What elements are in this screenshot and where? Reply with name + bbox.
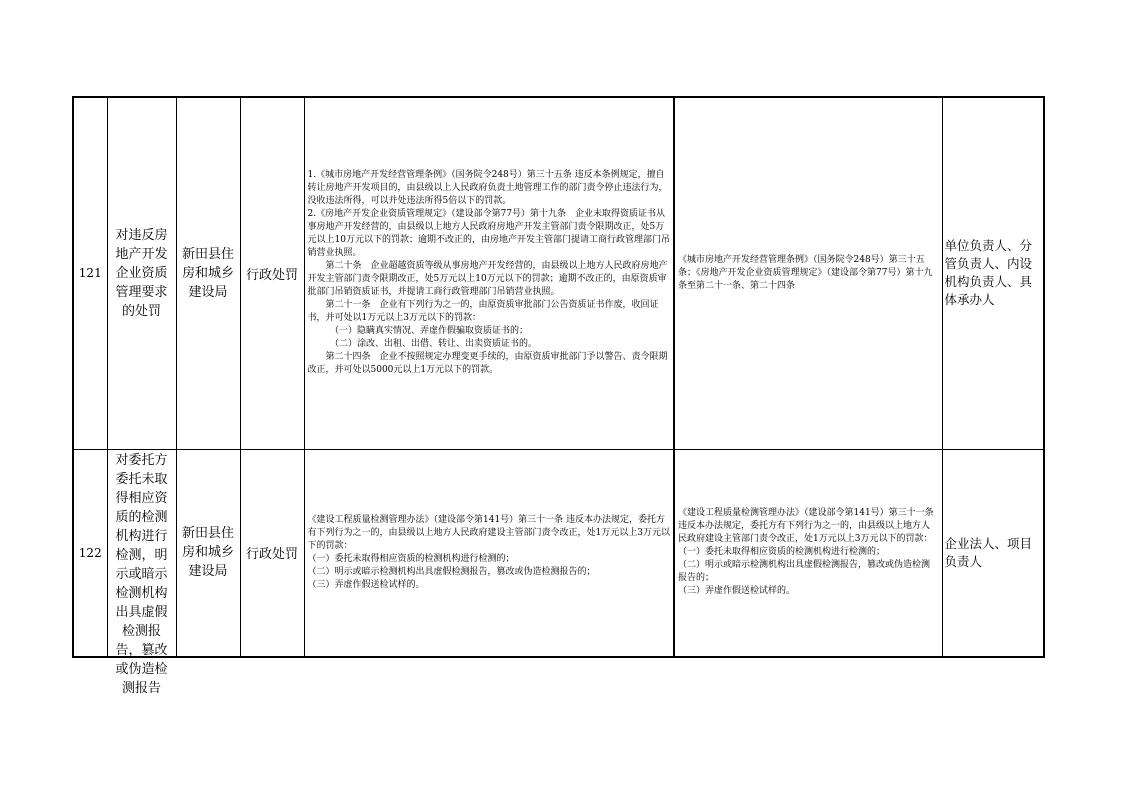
legal-basis — [304, 97, 674, 449]
basis-paragraph: （一）委托未取得相应资质的检测机构进行检测的； — [307, 553, 515, 564]
basis-paragraph: 《建设工程质量检测管理办法》（建设部令第141号）第三十一条 违反本办法规定，委托方有下列行为之一的，由县级以上地方人民政府建设主管部门责令改正，处1万元以上3万元以下的罚款： — [307, 514, 670, 551]
table-row — [73, 97, 1044, 449]
penalty-list-table-container — [72, 96, 1043, 696]
action-type: 行政处罚 — [240, 97, 304, 449]
penalty-item — [107, 449, 176, 696]
basis-paragraph: （三）弄虚作假送检试样的。 — [307, 579, 425, 590]
evidence-paragraph: （二）明示或暗示检测机构出具虚假检测报告，篡改或伪造检测报告的； — [678, 560, 931, 583]
basis-paragraph: （二）涂改、出租、出借、转让、出卖资质证书的。 — [330, 339, 538, 350]
legal-basis — [304, 449, 674, 657]
basis-paragraph: （二）明示或暗示检测机构出具虚假检测报告，篡改或伪造检测报告的； — [307, 566, 596, 577]
department: 新田县住房和城乡建设局 — [176, 449, 240, 657]
basis-paragraph: 第二十条 企业超越资质等级从事房地产开发经营的，由县级以上地方人民政府房地产开发主管部门责令限期改正，处5万元以上10万元以下的罚款；逾期不改正的，由原资质审批部门吊销资质证书，并提请工商行政管理部门吊销营业执照。 — [307, 261, 668, 298]
evidence-paragraph: 《城市房地产开发经营管理条例》（国务院令248号）第三十五条；《房地产开发企业资质管理规定》（建设部令第77号）第十九条至第二十一条、第二十四条 — [678, 254, 933, 291]
penalty-item: 对违反房地产开发企业资质管理要求的处罚 — [107, 97, 176, 449]
responsibility-basis — [674, 97, 942, 449]
basis-paragraph: 第二十四条 企业不按照规定办理变更手续的，由原资质审批部门予以警告、责令限期改正，并可处以5000元以上1万元以下的罚款。 — [307, 352, 668, 376]
table-row — [73, 449, 1044, 657]
department: 新田县住房和城乡建设局 — [176, 97, 240, 449]
responsible-persons: 企业法人、项目负责人 — [942, 449, 1044, 657]
penalty-item-text: 对委托方委托未取得相应资质的检测机构进行检测，明示或暗示检测机构出具虚假检测报告，篡改或伪造检测报告 — [115, 452, 168, 696]
penalty-list-table — [72, 96, 1045, 696]
row-number: 122 — [73, 449, 107, 657]
action-type: 行政处罚 — [240, 449, 304, 657]
basis-paragraph: （一）隐瞒真实情况、弄虚作假骗取资质证书的； — [330, 326, 529, 337]
evidence-paragraph: （一）委托未取得相应资质的检测机构进行检测的； — [678, 547, 886, 557]
basis-paragraph: 1.《城市房地产开发经营管理条例》（国务院令248号）第三十五条 违反本条例规定，擅自转让房地产开发项目的，由县级以上人民政府负责土地管理工作的部门责令停止违法行为，没收违法所得，可以并处违法所得5倍以下的罚款。 — [307, 170, 668, 207]
evidence-paragraph: （三）弄虚作假送检试样的。 — [678, 586, 796, 596]
responsible-persons: 单位负责人、分管负责人、内设机构负责人、具体承办人 — [942, 97, 1044, 449]
responsibility-basis — [674, 449, 942, 657]
evidence-paragraph: 《建设工程质量检测管理办法》（建设部令第141号）第三十一条 违反本办法规定，委托方有下列行为之一的，由县级以上地方人民政府建设主管部门责令改正，处1万元以上3万元以下的罚款： — [678, 508, 934, 544]
basis-paragraph: 2.《房地产开发企业资质管理规定》（建设部令第77号）第十九条 企业未取得资质证书从事房地产开发经营的，由县级以上地方人民政府房地产开发主管部门责令限期改正，处5万元以上10万元以下的罚款；逾期不改正的，由房地产开发主管部门提请工商行政管理部门吊销营业执照。 — [307, 209, 670, 259]
row-number: 121 — [73, 97, 107, 449]
basis-paragraph: 第二十一条 企业有下列行为之一的，由原资质审批部门公告资质证书作废，收回证书，并可处以1万元以上3万元以下的罚款： — [307, 300, 659, 324]
